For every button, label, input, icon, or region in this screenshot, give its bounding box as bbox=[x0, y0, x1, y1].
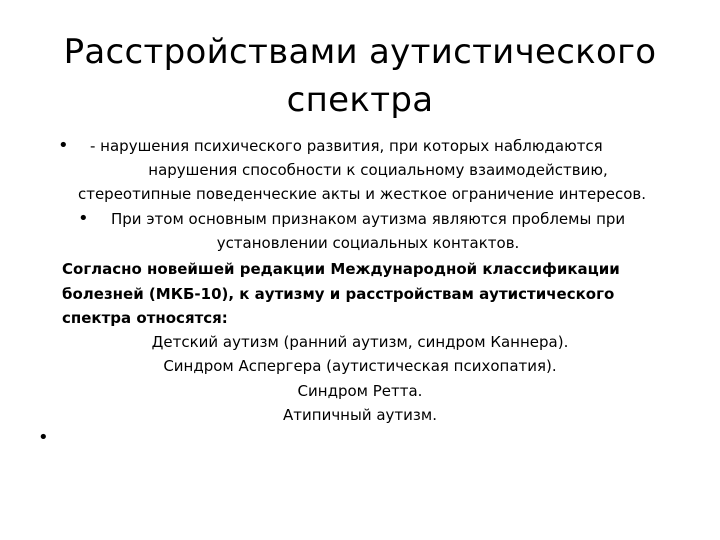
bullet-1-line-1: - нарушения психического развития, при которых наблюдаются bbox=[90, 137, 603, 155]
disorder-item: Синдром Аспергера (аутистическая психопатия). bbox=[163, 357, 557, 375]
bullet-marker-1: • bbox=[58, 135, 69, 156]
title-line-2: спектра bbox=[286, 80, 434, 120]
classification-line-3: спектра относятся: bbox=[62, 309, 228, 327]
title-line-1: Расстройствами аутистического bbox=[63, 32, 657, 72]
disorder-item: Синдром Ретта. bbox=[297, 382, 423, 400]
bullet-1-line-2: нарушения способности к социальному взаимодействию, bbox=[148, 161, 608, 179]
classification-line-1: Согласно новейшей редакции Международной классификации bbox=[62, 260, 620, 278]
bullet-1-line-3: стереотипные поведенческие акты и жесткое ограничение интересов. bbox=[77, 185, 647, 203]
bullet-marker-2: • bbox=[78, 208, 89, 229]
disorder-item: Атипичный аутизм. bbox=[283, 406, 437, 424]
slide-title bbox=[40, 28, 680, 124]
classification-line-2: болезней (МКБ-10), к аутизму и расстройствам аутистического bbox=[62, 285, 615, 303]
bullet-marker-3: • bbox=[38, 427, 49, 448]
disorder-item: Детский аутизм (ранний аутизм, синдром Каннера). bbox=[151, 333, 569, 351]
bullet-2-line-2: установлении социальных контактов. bbox=[216, 234, 520, 252]
bullet-2-line-1: При этом основным признаком аутизма являются проблемы при bbox=[111, 210, 626, 228]
